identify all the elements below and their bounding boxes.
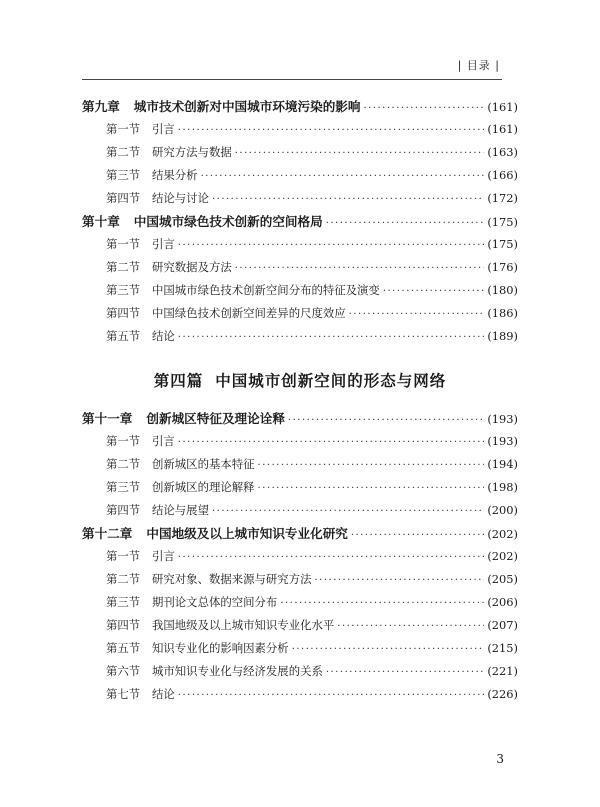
toc-section-entry: [82, 683, 518, 706]
entry-title: 知识专业化的影响因素分析: [152, 641, 289, 655]
entry-label: 第二节: [106, 260, 141, 274]
entry-page-number: (205): [487, 572, 518, 586]
entry-title: 城市知识专业化与经济发展的关系: [152, 664, 323, 678]
dot-leader: [178, 234, 485, 257]
entry-page-number: (193): [487, 412, 518, 426]
entry-title: 研究方法与数据: [152, 145, 232, 159]
entry-label: 第七节: [106, 687, 141, 701]
entry-title: 城市技术创新对中国城市环境污染的影响: [133, 99, 361, 114]
toc-chapter-entry: [82, 95, 518, 118]
dot-leader: [326, 661, 484, 684]
entry-label: 第三节: [106, 168, 141, 182]
toc-section-entry: [82, 568, 518, 591]
toc-section-entry: [82, 499, 518, 522]
dot-leader: [212, 188, 484, 211]
entry-page-number: (189): [487, 329, 518, 343]
dot-leader: [337, 615, 484, 638]
dot-leader: [383, 280, 485, 303]
entry-label: 第二节: [106, 572, 141, 586]
toc-section-entry: [82, 453, 518, 476]
toc-group-part-three: [82, 95, 518, 348]
entry-title: 期刊论文总体的空间分布: [152, 595, 278, 609]
part-title: 中国城市创新空间的形态与网络: [215, 371, 447, 390]
entry-page-number: (172): [487, 191, 518, 205]
entry-label: 第四节: [106, 191, 141, 205]
entry-label: 第四节: [106, 618, 141, 632]
entry-label: 第一节: [106, 122, 141, 136]
page-number: 3: [496, 752, 504, 766]
toc-section-entry: [82, 164, 518, 187]
toc-section-entry: [82, 660, 518, 683]
dot-leader: [280, 592, 484, 615]
entry-label: 第四节: [106, 503, 141, 517]
toc-section-entry: [82, 637, 518, 660]
entry-title: 结论与展望: [152, 503, 209, 517]
toc-section-entry: [82, 591, 518, 614]
entry-title: 结论与讨论: [152, 191, 209, 205]
entry-title: 我国地级及以上城市知识专业化水平: [152, 618, 335, 632]
dot-leader: [349, 303, 485, 326]
toc-section-entry: [82, 430, 518, 453]
entry-page-number: (206): [487, 595, 518, 609]
table-of-contents: [82, 95, 518, 706]
toc-section-entry: [82, 614, 518, 637]
entry-page-number: (202): [487, 527, 518, 541]
toc-section-entry: [82, 476, 518, 499]
entry-page-number: (161): [487, 100, 518, 114]
entry-page-number: (180): [487, 283, 518, 297]
toc-chapter-entry: [82, 522, 518, 545]
entry-label: 第六节: [106, 664, 141, 678]
entry-page-number: (207): [487, 618, 518, 632]
dot-leader: [178, 119, 485, 142]
entry-title: 引言: [152, 237, 175, 251]
toc-section-entry: [82, 256, 518, 279]
entry-label: 第三节: [106, 595, 141, 609]
entry-label: 第十二章: [82, 526, 133, 541]
dot-leader: [235, 142, 485, 165]
entry-page-number: (161): [487, 122, 518, 136]
entry-page-number: (198): [487, 480, 518, 494]
dot-leader: [178, 326, 485, 349]
entry-page-number: (215): [487, 641, 518, 655]
entry-page-number: (175): [487, 215, 518, 229]
dot-leader: [351, 524, 484, 547]
dot-leader: [292, 638, 485, 661]
entry-page-number: (194): [487, 457, 518, 471]
dot-leader: [258, 477, 485, 500]
entry-title: 结论: [152, 329, 175, 343]
entry-title: 创新城区特征及理论诠释: [146, 411, 285, 426]
entry-label: 第四节: [106, 306, 141, 320]
entry-page-number: (193): [487, 434, 518, 448]
entry-label: 第二节: [106, 145, 141, 159]
toc-group-part-four: [82, 407, 518, 706]
dot-leader: [212, 500, 484, 523]
entry-page-number: (176): [487, 260, 518, 274]
entry-label: 第十章: [82, 214, 120, 229]
toc-section-entry: [82, 279, 518, 302]
toc-section-entry: [82, 325, 518, 348]
toc-section-entry: [82, 187, 518, 210]
dot-leader: [288, 409, 484, 432]
entry-title: 研究数据及方法: [152, 260, 232, 274]
entry-label: 第九章: [82, 99, 120, 114]
dot-leader: [178, 546, 485, 569]
entry-page-number: (163): [487, 145, 518, 159]
entry-page-number: (186): [487, 306, 518, 320]
entry-title: 创新城区的理论解释: [152, 480, 255, 494]
entry-label: 第十一章: [82, 411, 133, 426]
toc-section-entry: [82, 302, 518, 325]
toc-section-entry: [82, 545, 518, 568]
dot-leader: [314, 569, 484, 592]
dot-leader: [258, 454, 485, 477]
entry-title: 结果分析: [152, 168, 198, 182]
header-rule: [82, 79, 502, 80]
entry-title: 中国绿色技术创新空间差异的尺度效应: [152, 306, 346, 320]
entry-title: 研究对象、数据来源与研究方法: [152, 572, 312, 586]
dot-leader: [178, 684, 485, 707]
entry-title: 中国城市绿色技术创新空间分布的特征及演变: [152, 283, 380, 297]
entry-page-number: (202): [487, 549, 518, 563]
part-heading: [82, 369, 518, 391]
part-label: 第四篇: [153, 371, 204, 390]
dot-leader: [235, 257, 485, 280]
entry-title: 引言: [152, 549, 175, 563]
dot-leader: [363, 97, 484, 120]
entry-label: 第五节: [106, 329, 141, 343]
entry-label: 第三节: [106, 480, 141, 494]
entry-label: 第三节: [106, 283, 141, 297]
entry-page-number: (175): [487, 237, 518, 251]
toc-chapter-entry: [82, 407, 518, 430]
entry-page-number: (221): [487, 664, 518, 678]
dot-leader: [178, 431, 485, 454]
entry-page-number: (166): [487, 168, 518, 182]
entry-title: 中国地级及以上城市知识专业化研究: [146, 526, 348, 541]
entry-label: 第五节: [106, 641, 141, 655]
toc-section-entry: [82, 141, 518, 164]
toc-chapter-entry: [82, 210, 518, 233]
entry-title: 中国城市绿色技术创新的空间格局: [133, 214, 323, 229]
entry-page-number: (200): [487, 503, 518, 517]
entry-label: 第一节: [106, 549, 141, 563]
entry-label: 第一节: [106, 237, 141, 251]
dot-leader: [201, 165, 485, 188]
running-header: | 目录 |: [457, 59, 500, 72]
entry-title: 结论: [152, 687, 175, 701]
entry-label: 第一节: [106, 434, 141, 448]
entry-title: 创新城区的基本特征: [152, 457, 255, 471]
entry-title: 引言: [152, 434, 175, 448]
dot-leader: [326, 212, 485, 235]
toc-section-entry: [82, 118, 518, 141]
toc-section-entry: [82, 233, 518, 256]
entry-title: 引言: [152, 122, 175, 136]
entry-label: 第二节: [106, 457, 141, 471]
entry-page-number: (226): [487, 687, 518, 701]
